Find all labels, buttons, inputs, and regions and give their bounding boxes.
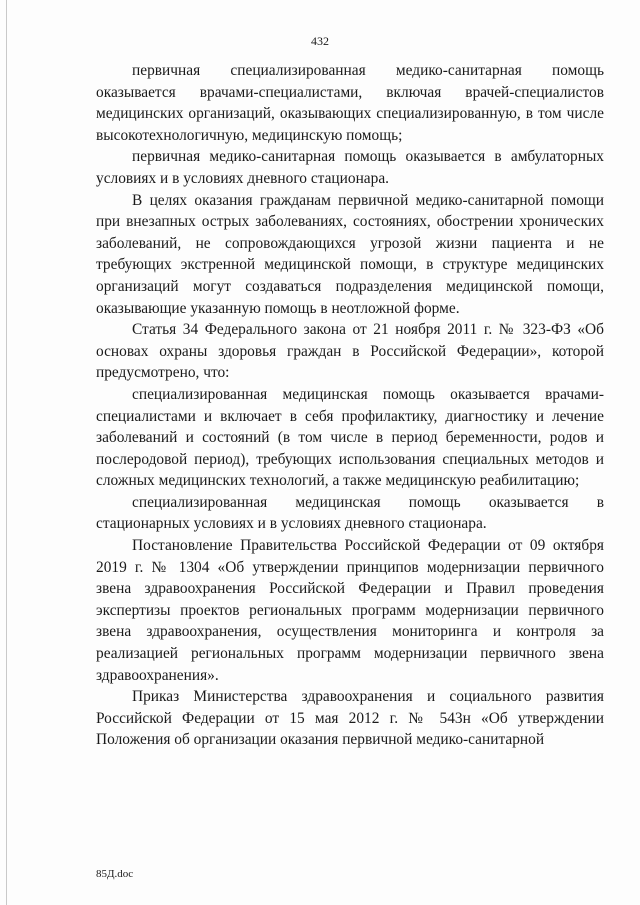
paragraph-1: первичная специализированная медико-санитарная помощь оказывается врачами-специалистами, включая врачей-специалистов медицинских организаций, оказывающих специализированную, в том числе высокотехнологичную, медицинскую помощь; bbox=[96, 62, 604, 144]
page-number: 432 bbox=[311, 34, 329, 48]
paragraph-7: Постановление Правительства Российской Федерации от 09 октября 2019 г. № 1304 «Об утверждении принципов модернизации первичного звена здравоохранения Российской Федерации и Правил проведения экспертизы проектов региональных программ модернизации первичного звена здравоохранения, осуществления мониторинга и контроля за реализацией региональных программ модернизации первичного звена здравоохранения». bbox=[96, 537, 604, 684]
paragraph-8: Приказ Министерства здравоохранения и социального развития Российской Федерации от 15 мая 2012 г. № 543н «Об утверждении Положения об организации оказания первичной медико-санитарной bbox=[96, 688, 604, 749]
footer-filename: 85Д.doc bbox=[96, 868, 134, 880]
paragraph-6: специализированная медицинская помощь оказывается в стационарных условиях и в условиях дневного стационара. bbox=[96, 493, 604, 533]
paragraph-3: В целях оказания гражданам первичной медико-санитарной помощи при внезапных острых заболеваниях, состояниях, обострении хронических заболеваний, не сопровождающихся угрозой жизни пациента и не требующих экстренной медицинской помощи, в структуре медицинских организаций могут создаваться подразделения медицинской помощи, оказывающие указанную помощь в неотложной форме. bbox=[96, 191, 604, 317]
document-body bbox=[96, 60, 604, 751]
paragraph-2: первичная медико-санитарная помощь оказывается в амбулаторных условиях и в условиях дневного стационара. bbox=[96, 148, 604, 187]
paragraph-5: специализированная медицинская помощь оказывается врачами-специалистами и включает в себя профилактику, диагностику и лечение заболеваний и состояний (в том числе в период беременности, родов и послеродовой период), требующих использования специальных методов и сложных медицинских технологий, а также медицинскую реабилитацию; bbox=[96, 385, 604, 490]
paragraph-4: Статья 34 Федерального закона от 21 ноября 2011 г. № 323-ФЗ «Об основах охраны здоровья граждан в Российской Федерации», которой предусмотрено, что: bbox=[96, 321, 604, 382]
scan-edge-line bbox=[6, 0, 7, 905]
